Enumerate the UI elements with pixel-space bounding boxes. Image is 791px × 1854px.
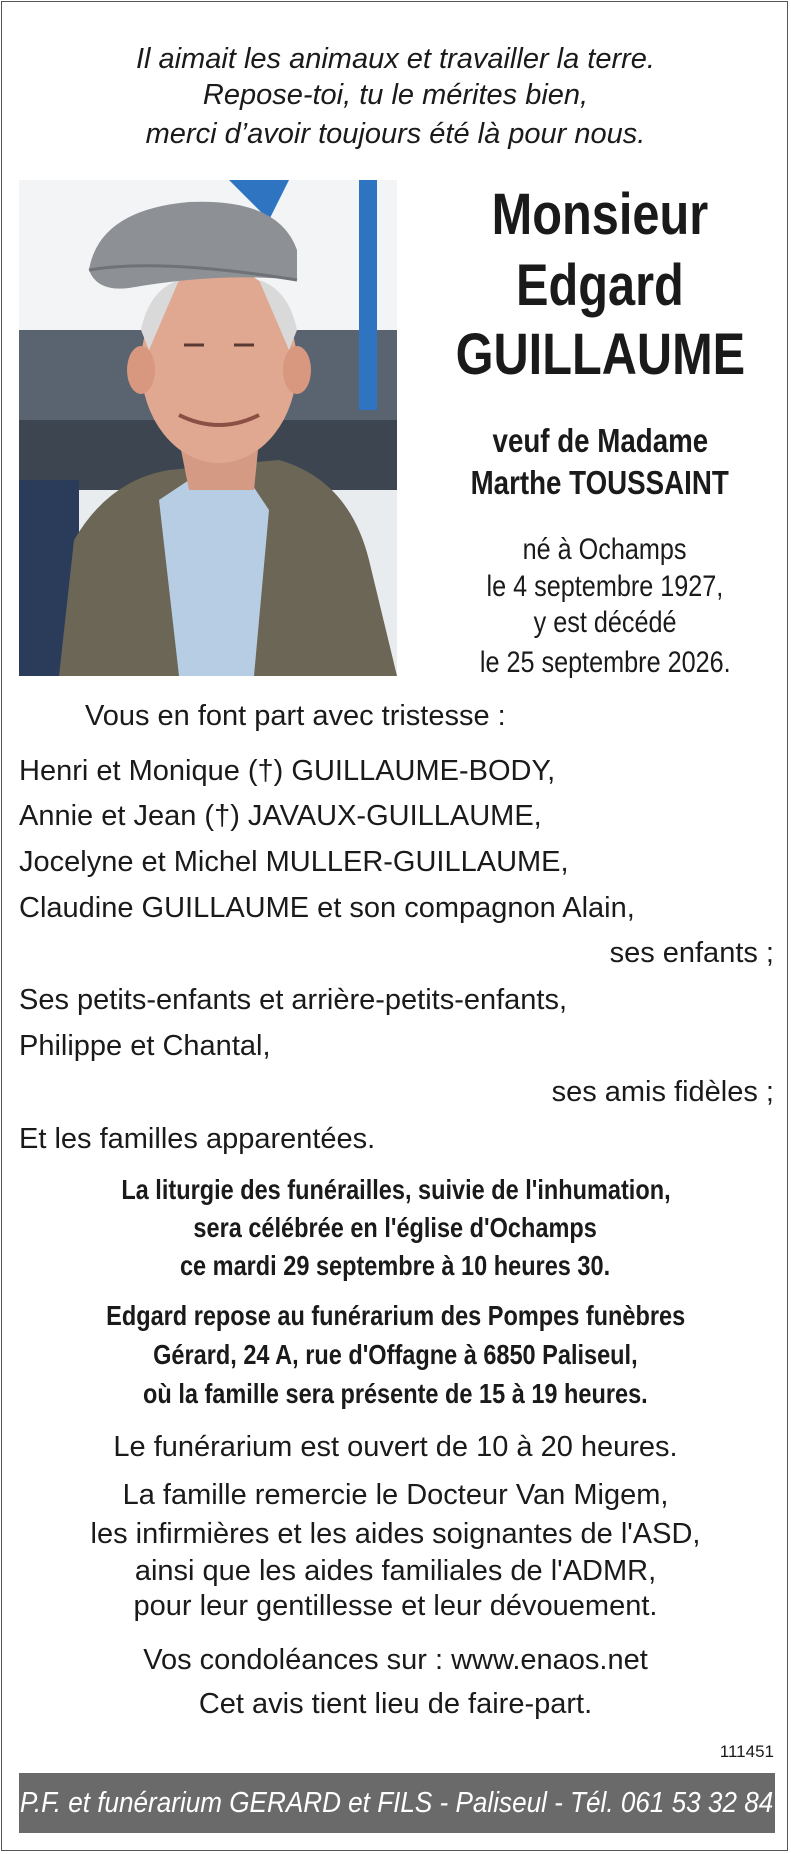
footer-text: P.F. et funérarium GERARD et FILS - Paliseul - Tél. 061 53 32 84 <box>20 1786 774 1819</box>
funeral-line: sera célébrée en l'église d'Ochamps <box>193 1212 598 1243</box>
family-line: Jocelyne et Michel MULLER-GUILLAUME, <box>19 846 569 878</box>
first-name: Edgard <box>516 253 684 318</box>
friends-label: ses amis fidèles ; <box>551 1076 774 1108</box>
family-line: Henri et Monique (†) GUILLAUME-BODY, <box>19 755 556 787</box>
announce-line: Vous en font part avec tristesse : <box>85 700 506 732</box>
funeral-home-footer <box>19 1773 775 1833</box>
spouse-line: veuf de Madame <box>492 422 708 459</box>
children-label: ses enfants ; <box>609 937 774 969</box>
info-line: La famille remercie le Docteur Van Migem, <box>122 1479 669 1511</box>
rest-line: Gérard, 24 A, rue d'Offagne à 6850 Paliseul, <box>153 1339 638 1370</box>
portrait-photo <box>19 180 397 676</box>
info-line: pour leur gentillesse et leur dévouement. <box>133 1590 658 1622</box>
reference-number: 111451 <box>719 1742 774 1761</box>
relatives-line: Et les familles apparentées. <box>19 1123 376 1155</box>
death-date: le 25 septembre 2026. <box>479 646 731 679</box>
funeral-line: ce mardi 29 septembre à 10 heures 30. <box>180 1250 611 1281</box>
birth-place: né à Ochamps <box>523 533 687 566</box>
quote-line: Repose-toi, tu le mérites bien, <box>202 79 589 111</box>
info-line: ainsi que les aides familiales de l'ADMR, <box>134 1555 657 1587</box>
last-name: GUILLAUME <box>455 322 745 387</box>
quote-line: Il aimait les animaux et travailler la terre. <box>136 43 655 75</box>
info-line: Le funérarium est ouvert de 10 à 20 heures. <box>113 1431 678 1463</box>
friends-line: Philippe et Chantal, <box>19 1030 271 1062</box>
condolences-line: Vos condoléances sur : www.enaos.net <box>143 1644 648 1676</box>
grandchildren-line: Ses petits-enfants et arrière-petits-enfants, <box>19 984 568 1016</box>
spouse-name: Marthe TOUSSAINT <box>470 464 730 501</box>
rest-line: Edgard repose au funérarium des Pompes funèbres <box>105 1300 685 1331</box>
birth-date: le 4 septembre 1927, <box>486 570 724 603</box>
family-line: Claudine GUILLAUME et son compagnon Alain, <box>19 892 635 924</box>
title-monsieur: Monsieur <box>491 182 709 247</box>
death-place: y est décédé <box>533 606 677 639</box>
info-line: les infirmières et les aides soignantes de l'ASD, <box>90 1518 701 1550</box>
closing-line: Cet avis tient lieu de faire-part. <box>198 1688 593 1720</box>
funeral-line: La liturgie des funérailles, suivie de l'inhumation, <box>120 1174 671 1205</box>
quote-line: merci d’avoir toujours été là pour nous. <box>145 118 646 150</box>
family-line: Annie et Jean (†) JAVAUX-GUILLAUME, <box>19 800 542 832</box>
rest-line: où la famille sera présente de 15 à 19 heures. <box>143 1378 648 1409</box>
